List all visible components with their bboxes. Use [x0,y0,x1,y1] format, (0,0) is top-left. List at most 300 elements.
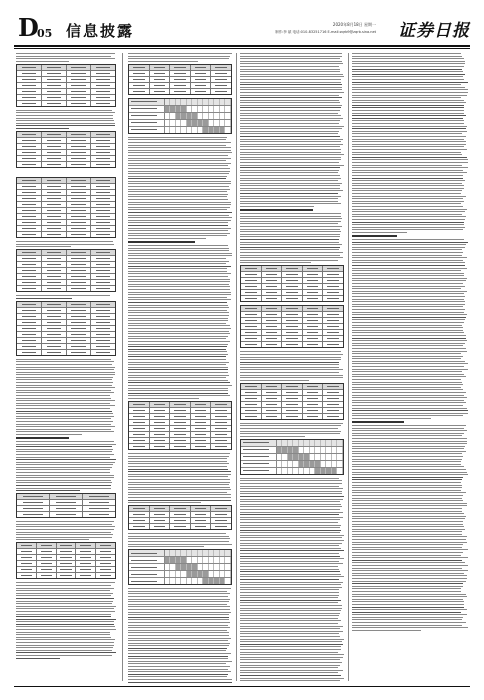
text-line [128,588,231,589]
text-line [352,435,462,436]
text-line [16,639,115,640]
text-line [128,354,228,355]
text-line [240,478,339,479]
table-cell [303,336,324,341]
table-cell [282,296,303,301]
table-cell [17,156,42,161]
text-line [16,123,115,124]
table-cell [211,83,231,88]
text-line [352,459,462,460]
schedule-row [129,106,231,113]
text-line [16,444,116,445]
text-line [128,372,228,373]
text-line [128,500,231,501]
table-cell [323,390,343,395]
text-line [240,433,340,434]
table-cell [150,524,171,529]
text-line [352,278,467,279]
text-line [352,128,466,129]
text-line [16,128,69,129]
text-line [240,678,344,679]
text-line [352,319,465,320]
text-line [128,609,230,610]
text-line [240,203,341,204]
table-cell [129,518,150,523]
table-cell [91,344,115,349]
text-line [16,369,114,370]
table-cell [91,71,115,76]
text-line [240,239,339,240]
table-cell [83,494,115,499]
table-cell [211,432,231,437]
table-cell [17,512,50,517]
text-line [128,281,230,282]
text-line [128,263,226,264]
text-line [240,133,338,134]
text-line [352,562,465,563]
text-line [128,482,230,483]
text-line [352,456,463,457]
table-cell [42,132,67,137]
text-line [128,364,226,365]
text-line [352,154,462,155]
table-cell [17,494,50,499]
table-row [17,162,115,167]
text-line [240,425,341,426]
text-line [16,626,115,627]
text-line [16,361,114,362]
text-line [240,480,342,481]
text-line [352,430,467,431]
text-line [352,268,467,269]
text-line [352,586,463,587]
text-line [128,494,231,495]
table-cell [191,506,212,511]
text-line [240,190,343,191]
text-line [128,349,226,350]
text-line [352,379,461,380]
table-cell [262,290,283,295]
table-cell [67,89,92,94]
table-cell [42,314,67,319]
table-cell [50,500,83,505]
text-line [352,601,464,602]
text-line [240,548,341,549]
text-line [128,393,228,394]
text-line [352,229,463,230]
text-line [128,333,230,334]
table-cell [303,402,324,407]
text-line [240,514,339,515]
text-line [352,625,462,626]
text-line [16,241,113,242]
table-cell [241,266,262,271]
text-line [128,596,228,597]
text-line [240,252,343,253]
text-line [352,446,465,447]
table-cell [262,312,283,317]
text-line [352,224,464,225]
column-4 [352,53,468,683]
table-cell [67,214,92,219]
text-line [352,172,467,173]
table-cell [17,314,42,319]
text-line [240,517,343,518]
text-line [128,139,226,140]
text-line [352,505,467,506]
text-line [128,271,227,272]
text-line [16,390,111,391]
text-line [352,190,462,191]
text-line [240,615,339,616]
text-line [240,532,340,533]
table-cell [262,408,283,413]
table-cell [262,306,283,311]
table-cell [42,344,67,349]
text-line [352,408,467,409]
text-line [240,146,340,147]
text-line [16,521,114,522]
text-line [240,87,342,88]
text-line [16,395,110,396]
table-cell [17,162,42,167]
table-cell [191,524,212,529]
text-line [352,479,462,480]
table-cell [42,156,67,161]
table-cell [170,83,191,88]
table-cell [91,256,115,261]
schedule-row [241,461,343,468]
text-line [240,196,341,197]
text-line [16,451,112,452]
text-line [128,344,228,345]
text-line [16,408,110,409]
section-number: 05 [37,27,53,40]
table-cell [150,414,171,419]
text-line [128,284,229,285]
text-line [352,92,468,93]
table-cell [170,408,191,413]
text-line [128,382,230,383]
table-cell [323,290,343,295]
table-cell [17,202,42,207]
text-line [240,107,341,108]
text-line [240,654,344,655]
table-cell [91,77,115,82]
text-line [240,639,344,640]
text-line [352,443,467,444]
text-line [352,206,463,207]
table-cell [323,408,343,413]
text-line [16,400,115,401]
text-line [16,601,113,602]
column-divider [122,53,123,681]
text-line [16,655,112,656]
table-cell [42,256,67,261]
table-cell [42,326,67,331]
table-cell [91,184,115,189]
table-cell [129,432,150,437]
table-cell [42,77,67,82]
text-line [352,227,465,228]
text-line [240,175,340,176]
table-cell [91,232,115,237]
table-cell [282,396,303,401]
text-line [352,252,463,253]
text-line [352,609,467,610]
text-line [16,418,111,419]
text-line [240,95,339,96]
text-line [352,578,467,579]
text-line [128,380,228,381]
text-line [128,286,230,287]
text-line [240,188,340,189]
text-line [240,545,339,546]
text-line [16,621,114,622]
text-line [128,235,227,236]
text-line [240,198,338,199]
text-line [128,233,230,234]
table-cell [129,444,150,449]
table-cell [67,256,92,261]
table-cell [323,318,343,323]
data-table [16,131,116,168]
text-line [128,458,227,459]
text-line [352,588,461,589]
text-line [352,363,468,364]
text-line [240,620,341,621]
text-line [128,315,229,316]
text-line [128,648,227,649]
text-line [352,133,462,134]
text-line [352,361,465,362]
table-cell [67,250,92,255]
data-table [16,493,116,518]
table-cell [67,162,92,167]
text-line [352,466,464,467]
text-line [352,374,464,375]
text-line [240,193,338,194]
text-line [240,257,343,258]
text-line [240,641,342,642]
text-line [240,247,340,248]
table-cell [76,543,96,548]
table-cell [129,420,150,425]
text-line [128,209,227,210]
text-line [352,531,462,532]
text-line [240,431,341,432]
text-line [128,320,228,321]
text-line [240,201,338,202]
table-cell [241,396,262,401]
text-line [352,209,467,210]
text-line [240,519,340,520]
table-cell [241,402,262,407]
text-line [16,472,110,473]
text-line [128,538,230,539]
table-cell [241,342,262,347]
text-line [16,372,115,373]
table-cell [303,318,324,323]
text-line [352,413,468,414]
table-cell [129,83,150,88]
text-line [16,125,115,126]
table-cell [42,350,67,355]
text-line [352,242,468,243]
table-cell [170,71,191,76]
table-cell [67,65,92,70]
table-cell [262,336,283,341]
table-cell [282,278,303,283]
table-cell [83,512,115,517]
text-line [352,244,466,245]
text-line [352,371,462,372]
text-line [240,605,342,606]
table-cell [42,208,67,213]
text-line [352,296,465,297]
table-cell [211,444,231,449]
text-line [240,491,342,492]
text-line [128,390,228,391]
text-line [240,610,341,611]
subheading [128,241,195,243]
table-cell [17,65,42,70]
table-cell [91,214,115,219]
text-line [240,375,343,376]
table-cell [91,83,115,88]
text-line [240,600,341,601]
text-line [128,617,229,618]
text-line [352,262,465,263]
table-cell [241,296,262,301]
table-cell [282,272,303,277]
table-cell [42,232,67,237]
text-line [352,581,466,582]
text-line [352,170,463,171]
text-line [240,582,343,583]
table-cell [67,326,92,331]
table-cell [17,573,37,578]
table-cell [17,71,42,76]
table-cell [323,384,343,389]
text-line [16,608,114,609]
text-line [128,194,228,195]
text-line [352,612,461,613]
table-cell [42,226,67,231]
text-line [352,317,466,318]
text-line [128,168,230,169]
text-line [128,171,230,172]
table-cell [67,95,92,100]
text-line [128,173,229,174]
text-line [240,628,340,629]
text-line [352,79,464,80]
table-cell [150,506,171,511]
masthead-rule-thin [14,48,470,49]
text-line [352,395,464,396]
table-cell [262,384,283,389]
table-cell [150,65,171,70]
table-cell [17,268,42,273]
text-line [128,388,228,389]
table-cell [150,71,171,76]
text-line [352,84,461,85]
text-line [240,229,340,230]
text-line [128,591,227,592]
text-line [16,467,112,468]
text-line [240,84,342,85]
text-line [352,539,466,540]
table-cell [303,296,324,301]
section-title: 信息披露 [66,22,135,40]
text-line [16,118,113,119]
text-line [352,107,464,108]
text-line [128,318,228,319]
text-line [240,152,341,153]
table-cell [67,101,92,106]
text-line [128,601,229,602]
text-line [352,255,462,256]
table-cell [241,278,262,283]
text-line [240,597,338,598]
text-line [352,211,465,212]
text-line [16,469,110,470]
text-line [128,627,230,628]
table-cell [42,71,67,76]
text-line [16,431,114,432]
text-line [352,555,461,556]
text-line [16,485,111,486]
table-cell [191,432,212,437]
text-line [352,599,463,600]
text-line [240,71,340,72]
table-cell [42,280,67,285]
table-cell [282,408,303,413]
text-line [240,493,342,494]
text-line [352,275,464,276]
text-line [352,518,465,519]
text-line [240,76,344,77]
text-line [128,669,228,670]
text-line [240,66,339,67]
text-line [16,244,114,245]
text-line [352,353,461,354]
text-line [128,674,228,675]
text-line [352,617,463,618]
text-line [240,592,339,593]
text-line [128,297,227,298]
table-cell [17,500,50,505]
text-line [128,217,232,218]
text-line [352,159,468,160]
text-line [240,667,338,668]
text-line [352,487,462,488]
text-line [352,469,466,470]
data-table [240,265,344,302]
table-cell [262,324,283,329]
table-cell [91,150,115,155]
text-line [352,568,462,569]
table-cell [42,184,67,189]
table-cell [211,65,231,70]
text-line [128,196,227,197]
table-cell [17,543,37,548]
table-cell [91,314,115,319]
column-2 [128,53,232,683]
text-line [240,571,340,572]
table-cell [303,330,324,335]
text-line [352,438,467,439]
